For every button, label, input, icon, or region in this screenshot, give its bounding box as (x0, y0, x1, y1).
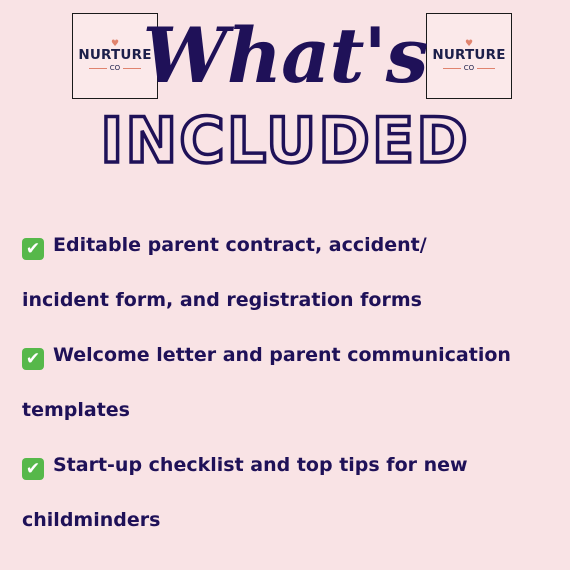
list-item-line (22, 438, 562, 493)
heart-icon: ♥ (464, 39, 474, 49)
title-script-whats: What's (142, 11, 428, 100)
logo-wordmark: NURTURE (432, 47, 506, 63)
title-included: INCLUDED (100, 104, 470, 177)
list-item-line (22, 218, 562, 273)
check-mark-icon: ✔ (22, 238, 44, 260)
list-item-text: Start-up checklist and top tips for new (53, 454, 468, 476)
check-mark-icon: ✔ (22, 458, 44, 480)
list-item-text: Editable parent contract, accident/ (53, 234, 427, 256)
logo-co-text: CO (109, 64, 121, 72)
list-item-line: childminders (22, 509, 161, 531)
logo-co-text: CO (463, 64, 475, 72)
list-item-text: Welcome letter and parent communication (53, 344, 511, 366)
list-item-line: templates (22, 399, 130, 421)
list-item-line: incident form, and registration forms (22, 289, 422, 311)
list-item-line (22, 328, 562, 383)
heart-icon: ♥ (110, 39, 120, 49)
included-items-list (22, 218, 562, 548)
logo-wordmark: NURTURE (78, 47, 152, 63)
check-mark-icon: ✔ (22, 348, 44, 370)
